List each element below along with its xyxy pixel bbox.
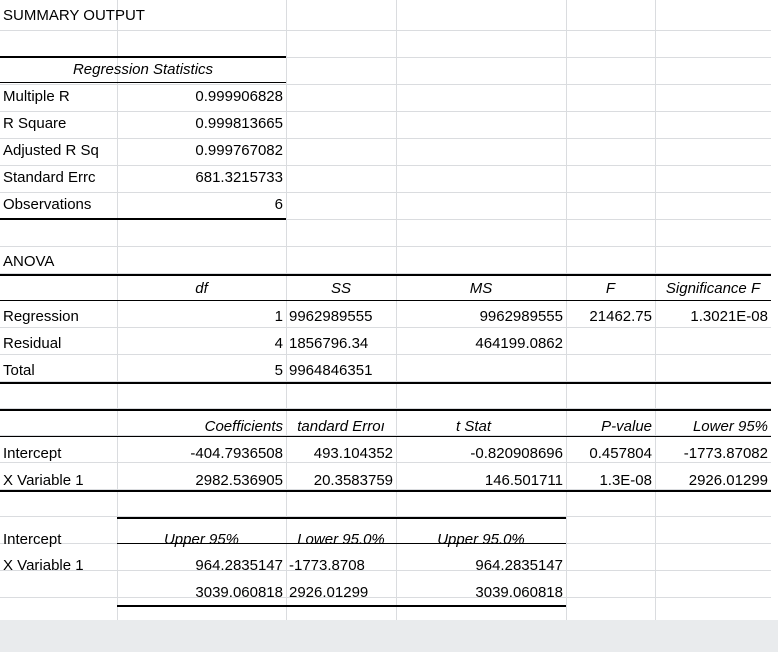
anova-regression-ss[interactable]: 9962989555	[289, 308, 373, 325]
anova-residual-df[interactable]: 4	[274, 335, 283, 352]
x-variable-1-label[interactable]: X Variable 1	[3, 472, 84, 489]
observations-label[interactable]: Observations	[3, 196, 92, 213]
multiple-r-value[interactable]: 0.999906828	[195, 88, 283, 105]
x-variable-1-coefficient[interactable]: 2982.536905	[195, 472, 283, 489]
anova-residual-ss[interactable]: 1856796.34	[289, 335, 369, 352]
right-edge-strip	[771, 0, 778, 620]
r-square-value[interactable]: 0.999813665	[195, 115, 283, 132]
anova-ms-header[interactable]: MS	[469, 280, 493, 297]
x-variable-1-lower-95-0[interactable]: 2926.01299	[289, 584, 369, 601]
row-gridline	[0, 30, 771, 31]
regression-stats-bottom-border	[0, 218, 286, 220]
p-value-header[interactable]: P-value	[601, 418, 652, 435]
intercept-upper-95[interactable]: 964.2835147	[195, 557, 283, 574]
anova-f-header[interactable]: F	[605, 280, 616, 297]
anova-regression-label[interactable]: Regression	[3, 308, 79, 325]
anova-regression-ms[interactable]: 9962989555	[479, 308, 563, 325]
anova-regression-f[interactable]: 21462.75	[589, 308, 652, 325]
standard-error-header[interactable]: tandard Erroı	[297, 418, 385, 435]
upper-intercept-label[interactable]: Intercept	[3, 531, 62, 548]
lower-95-0-header[interactable]: Lower 95.0%	[297, 531, 385, 548]
intercept-label[interactable]: Intercept	[3, 445, 62, 462]
intercept-lower-95[interactable]: -1773.87082	[683, 445, 768, 462]
upper-95-0-header[interactable]: Upper 95.0%	[437, 531, 525, 548]
anova-residual-ms[interactable]: 464199.0862	[475, 335, 563, 352]
intercept-t-stat[interactable]: -0.820908696	[470, 445, 563, 462]
anova-residual-label[interactable]: Residual	[3, 335, 62, 352]
coefficients-header[interactable]: Coefficients	[204, 418, 283, 435]
anova-df-header[interactable]: df	[195, 280, 208, 297]
coefficients-top-border	[0, 409, 771, 411]
upper-top-border	[117, 517, 566, 519]
intercept-lower-95-0[interactable]: -1773.8708	[289, 557, 365, 574]
x-variable-1-upper-95-0[interactable]: 3039.060818	[475, 584, 563, 601]
row-gridline	[0, 246, 771, 247]
summary-output-title[interactable]: SUMMARY OUTPUT	[3, 7, 145, 24]
x-variable-1-upper-95[interactable]: 3039.060818	[195, 584, 283, 601]
anova-regression-significance[interactable]: 1.3021E-08	[690, 308, 768, 325]
standard-error-label[interactable]: Standard Errc	[3, 169, 96, 186]
x-variable-1-lower-95[interactable]: 2926.01299	[688, 472, 768, 489]
intercept-coefficient[interactable]: -404.7936508	[190, 445, 283, 462]
adjusted-r-square-label[interactable]: Adjusted R Sq	[3, 142, 99, 159]
upper-x-variable-1-label[interactable]: X Variable 1	[3, 557, 84, 574]
t-stat-header[interactable]: t Stat	[456, 418, 492, 435]
upper-95-header[interactable]: Upper 95%	[163, 531, 240, 548]
x-variable-1-p-value[interactable]: 1.3E-08	[599, 472, 652, 489]
intercept-p-value[interactable]: 0.457804	[589, 445, 652, 462]
observations-value[interactable]: 6	[274, 196, 283, 213]
bottom-background-strip	[0, 620, 778, 652]
r-square-label[interactable]: R Square	[3, 115, 67, 132]
anova-total-df[interactable]: 5	[274, 362, 283, 379]
anova-ss-header[interactable]: SS	[330, 280, 351, 297]
anova-regression-df[interactable]: 1	[274, 308, 283, 325]
anova-significance-f-header[interactable]: Significance F	[665, 280, 761, 297]
x-variable-1-t-stat[interactable]: 146.501711	[484, 472, 563, 489]
standard-error-value[interactable]: 681.3215733	[195, 169, 283, 186]
regression-statistics-header[interactable]: Regression Statistics	[72, 61, 214, 78]
anova-total-label[interactable]: Total	[3, 362, 35, 379]
lower-95-header[interactable]: Lower 95%	[692, 418, 768, 435]
adjusted-r-square-value[interactable]: 0.999767082	[195, 142, 283, 159]
x-variable-1-standard-error[interactable]: 20.3583759	[313, 472, 393, 489]
intercept-standard-error[interactable]: 493.104352	[313, 445, 393, 462]
anova-total-ss[interactable]: 9964846351	[289, 362, 373, 379]
multiple-r-label[interactable]: Multiple R	[3, 88, 70, 105]
anova-title[interactable]: ANOVA	[3, 253, 55, 270]
intercept-upper-95-0[interactable]: 964.2835147	[475, 557, 563, 574]
